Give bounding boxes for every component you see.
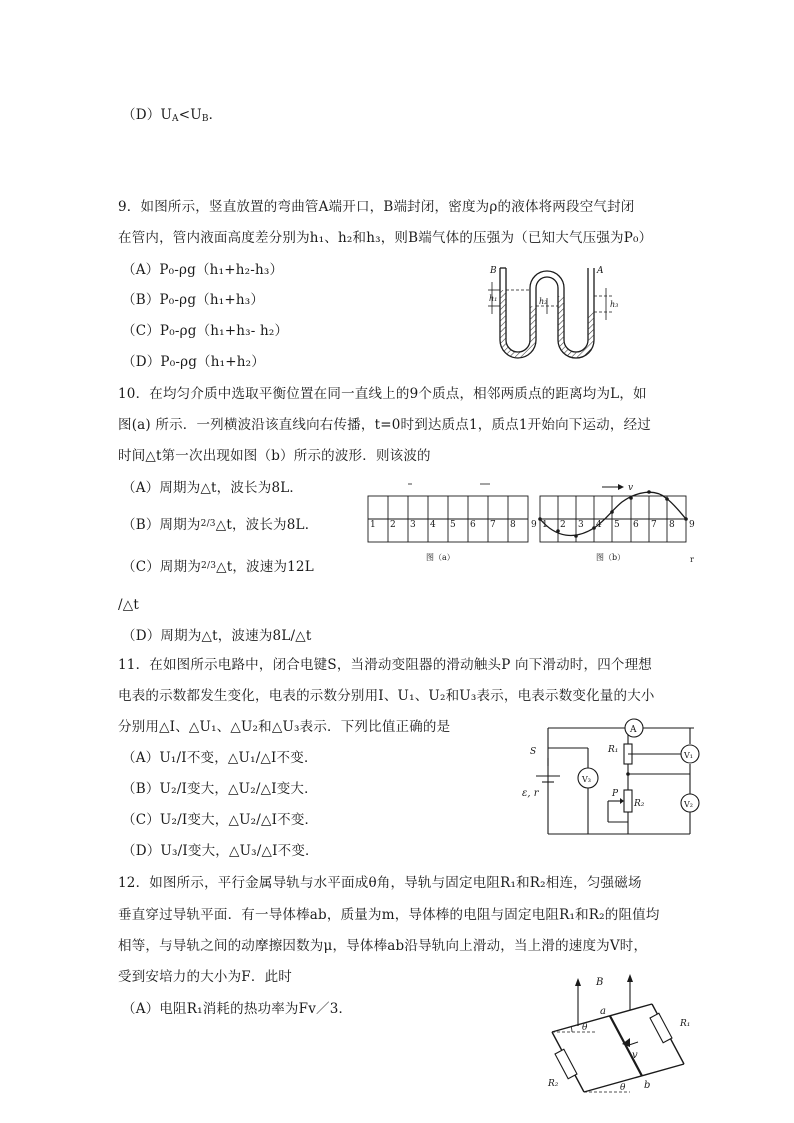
q9-label-a: A [597,266,604,276]
point-label: 4 [596,520,602,530]
q11-v2-label: V₂ [684,800,693,809]
point-label: 5 [614,520,620,530]
q10-option-c: （C）周期为$^{2/3}$△t，波速为12L [122,559,314,575]
point-label: 7 [651,520,657,530]
q9-stem-line2: 在管内，管内液面高度差分别为h₁、h₂和h₃，则B端气体的压强为（已知大气压强为P₀） [118,230,653,246]
q11-emf-label: ε, r [522,788,539,799]
point-label: 9 [531,520,537,530]
q12-v-label: v [632,1050,638,1061]
q10-wave-figure [360,480,704,576]
q9-option-d: （D）P₀-ρg（h₁+h₂） [122,354,265,370]
q10-caption-a: 图（a） [426,553,455,562]
q12-a-label: a [600,1006,606,1017]
q12-option-a: （A）电阻R₁消耗的热功率为Fv／3． [122,1001,353,1017]
q12-b-label: B [596,977,604,988]
point-label: 8 [510,520,516,530]
point-label: 6 [633,520,639,530]
q11-circuit-figure [520,718,700,842]
q12-stem-line1: 12．如图所示，平行金属导轨与水平面成θ角，导轨与固定电阻R₁和R₂相连，匀强磁场 [118,875,642,891]
point-label: 1 [542,520,548,530]
point-label: 8 [669,520,675,530]
q9-bent-tube-figure [476,260,632,362]
q10-stray-mark: r [690,555,694,564]
q10-option-c-cont: /△t [118,597,139,613]
q11-option-a: （A）U₁/I不变，△U₁/△I不变． [122,750,318,766]
q12-stem-line2: 垂直穿过导轨平面．有一导体棒ab，质量为m，导体棒的电阻与固定电阻R₁和R₂的阻值均 [118,907,660,923]
q10-stem-line1: 10．在均匀介质中选取平衡位置在同一直线上的9个质点，相邻两质点的距离均为L，如 [118,386,647,402]
q9-stem-line1: 9．如图所示，竖直放置的弯曲管A端开口，B端封闭，密度为ρ的液体将两段空气封闭 [118,199,635,215]
q10-option-b: （B）周期为$^{2/3}$△t，波长为8L． [122,517,319,533]
q9-label-b: B [490,266,497,276]
q10-caption-b: 图（b） [596,553,626,562]
q9-option-c: （C）P₀-ρg（h₁+h₃- h₂） [122,323,289,339]
point-label: 5 [450,520,456,530]
q12-stem-line3: 相等，与导轨之间的动摩擦因数为μ，导体棒ab沿导轨向上滑动，当上滑的速度为V时， [118,938,648,954]
q11-stem-line2: 电表的示数都发生变化，电表的示数分别用I、U₁、U₂和U₃表示，电表示数变化量的大小 [118,688,655,704]
q11-ammeter-label: A [630,725,637,735]
q10-stem-line3: 时间△t第一次出现如图（b）所示的波形．则该波的 [118,448,431,464]
q11-option-c: （C）U₂/I变大，△U₂/△I不变． [122,812,319,828]
q11-option-d: （D）U₃/I变大，△U₃/△I不变． [122,843,319,859]
q9-label-h2: h₂ [539,297,548,306]
q8-option-d: $(D)U_A<U_B$． [122,107,223,124]
q10-stem-line2: 图(a) 所示．一列横波沿该直线向右传播，t=0时到达质点1，质点1开始向下运动，经过 [118,417,651,433]
q11-v1-label: V₁ [684,751,693,760]
point-label: 3 [578,520,584,530]
q12-stem-line4: 受到安培力的大小为F．此时 [118,969,292,985]
q10-grid-b-labels [542,520,695,530]
q12-theta-label: θ [582,1023,588,1033]
point-label: 7 [490,520,496,530]
q11-stem-line1: 11．在如图所示电路中，闭合电键S，当滑动变阻器的滑动触头P 向下滑动时，四个理想 [118,657,653,673]
point-label: 3 [410,520,416,530]
q12-r1-label: R₁ [680,1019,691,1029]
q10-option-d: （D）周期为△t，波速为8L/△t [122,628,312,644]
point-label: 6 [470,520,476,530]
point-label: 2 [390,520,396,530]
point-label: 4 [430,520,436,530]
q12-rail-figure [534,974,710,1104]
q11-stem-line3: 分别用△I、△U₁、△U₂和△U₃表示．下列比值正确的是 [118,719,451,735]
q9-label-h3: h₃ [610,300,619,309]
q10-velocity-label: v [628,483,634,493]
point-label: 1 [370,520,376,530]
q11-v3-label: V₃ [582,775,591,784]
q11-option-b: （B）U₂/I变大，△U₂/△I变大． [122,781,318,797]
q11-slider-label: P [612,789,619,799]
q9-label-h1: h₁ [489,294,498,303]
q11-r1-label: R₁ [608,745,619,755]
point-label: 9 [689,520,695,530]
point-label: 2 [560,520,566,530]
q12-r2-label: R₂ [548,1079,559,1089]
q9-option-a: （A）P₀-ρg（h₁+h₂-h₃） [122,262,284,278]
q9-option-b: （B）P₀-ρg（h₁+h₃） [122,292,265,308]
q10-option-a: （A）周期为△t，波长为8L． [122,480,304,496]
q12-b-end-label: b [644,1080,651,1091]
q11-r2-label: R₂ [634,799,645,809]
q11-switch-label: S [530,747,537,757]
q10-grid-a-labels [370,520,537,530]
q12-theta-bottom-label: θ [620,1083,626,1093]
